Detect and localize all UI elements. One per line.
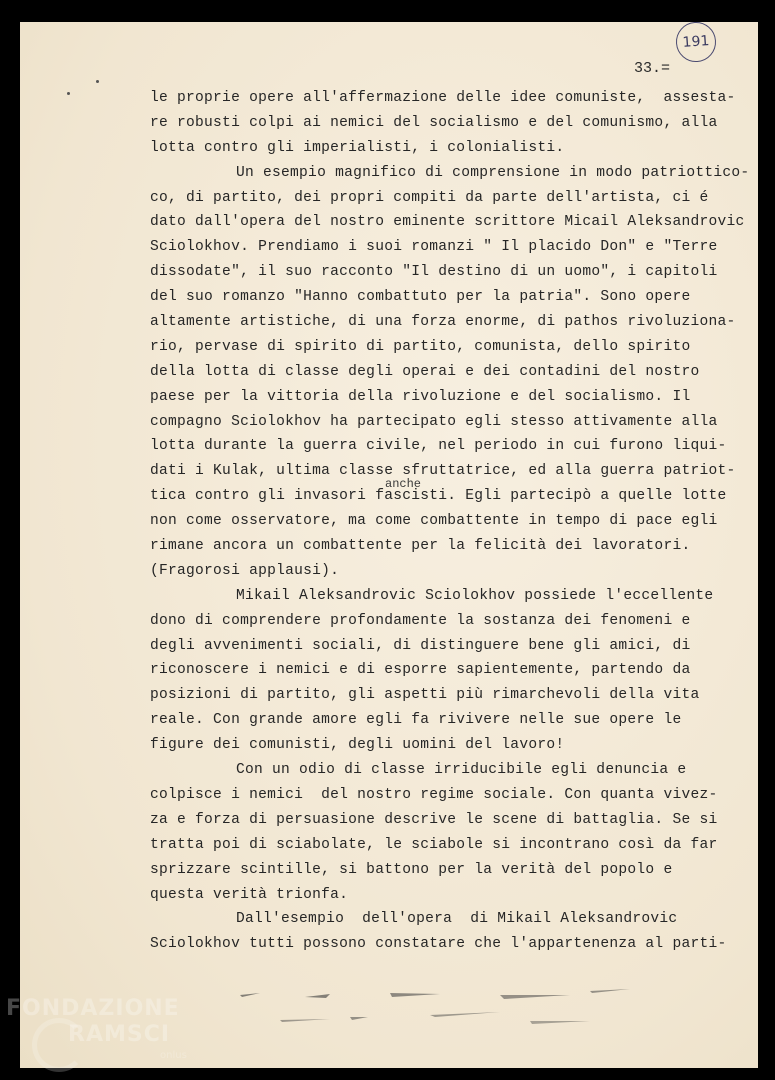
text-line: degli avvenimenti sociali, di distinguere bene gli amici, di (150, 637, 691, 654)
text-line: reale. Con grande amore egli fa rivivere nelle sue opere le (150, 712, 682, 729)
text-line: questa verità trionfa. (150, 886, 349, 903)
text-line: re robusti colpi ai nemici del socialismo e del comunismo, alla (150, 114, 718, 131)
text-line: altamente artistiche, di una forza enorme, di pathos rivoluziona- (150, 314, 736, 331)
text-line: co, di partito, dei propri compiti da parte dell'artista, ci é (150, 189, 709, 206)
watermark-line-1: FONDAZIONE (6, 996, 180, 1021)
text-line: rimane ancora un combattente per la felicità dei lavoratori. (150, 538, 691, 555)
text-line: dato dall'opera del nostro eminente scrittore Micail Aleksandrovic (150, 214, 745, 231)
text-line: lotta contro gli imperialisti, i colonialisti. (150, 139, 565, 156)
paper-speck (96, 80, 99, 83)
bottom-ink-smudges (200, 965, 700, 1035)
text-line: della lotta di classe degli operai e dei contadini del nostro (150, 363, 700, 380)
text-line: posizioni di partito, gli aspetti più rimarchevoli della vita (150, 687, 700, 704)
archive-watermark (6, 996, 180, 1048)
text-line: Mikail Aleksandrovic Sciolokhov possiede l'eccellente (236, 587, 714, 604)
text-line: Sciolokhov tutti possono constatare che l'appartenenza al parti- (150, 936, 727, 953)
text-line: Un esempio magnifico di comprensione in modo patriottico- (236, 164, 750, 181)
text-line: dono di comprendere profondamente la sostanza dei fenomeni e (150, 612, 691, 629)
watermark-line-2: RAMSCI (68, 1022, 171, 1047)
text-line: lotta durante la guerra civile, nel periodo in cui furono liqui- (150, 438, 727, 455)
text-line: del suo romanzo "Hanno combattuto per la patria". Sono opere (150, 289, 691, 306)
text-line: non come osservatore, ma come combattente in tempo di pace egli (150, 513, 718, 530)
archive-stamp-number: 191 (675, 21, 718, 64)
text-line: (Fragorosi applausi). (150, 562, 340, 579)
text-line: Sciolokhov. Prendiamo i suoi romanzi " Il placido Don" e "Terre (150, 239, 718, 256)
text-line: le proprie opere all'affermazione delle idee comuniste, assesta- (150, 90, 736, 106)
text-line: tratta poi di sciabolate, le sciabole si incontrano così da far (150, 836, 718, 853)
text-line: compagno Sciolokhov ha partecipato egli stesso attivamente alla (150, 413, 718, 430)
text-line: dati i Kulak, ultima classe sfruttatrice, ed alla guerra patriot- (150, 463, 736, 480)
text-line: Dall'esempio dell'opera di Mikail Aleksandrovic (236, 911, 678, 928)
paper-speck (67, 92, 70, 95)
text-line: figure dei comunisti, degli uomini del lavoro! (150, 737, 565, 754)
text-line: dissodate", il suo racconto "Il destino di un uomo", i capitoli (150, 264, 718, 281)
text-line: rio, pervase di spirito di partito, comunista, dello spirito (150, 338, 691, 355)
text-line: Con un odio di classe irriducibile egli denuncia e (236, 762, 687, 779)
text-line: riconoscere i nemici e di esporre sapientemente, partendo da (150, 662, 691, 679)
page-number: 33.= (634, 60, 671, 77)
text-line: za e forza di persuasione descrive le scene di battaglia. Se si (150, 811, 718, 828)
handwritten-insertion: anche (385, 477, 422, 491)
text-line: paese per la vittoria della rivoluzione e del socialismo. Il (150, 388, 691, 405)
text-line: tica contro gli invasori fascisti. Egli partecipò a quelle lotte (150, 488, 727, 505)
watermark-suffix: onlus (160, 1050, 187, 1061)
typewritten-body (150, 86, 750, 957)
text-line: colpisce i nemici del nostro regime sociale. Con quanta vivez- (150, 786, 718, 803)
text-line: sprizzare scintille, si battono per la verità del popolo e (150, 861, 673, 878)
